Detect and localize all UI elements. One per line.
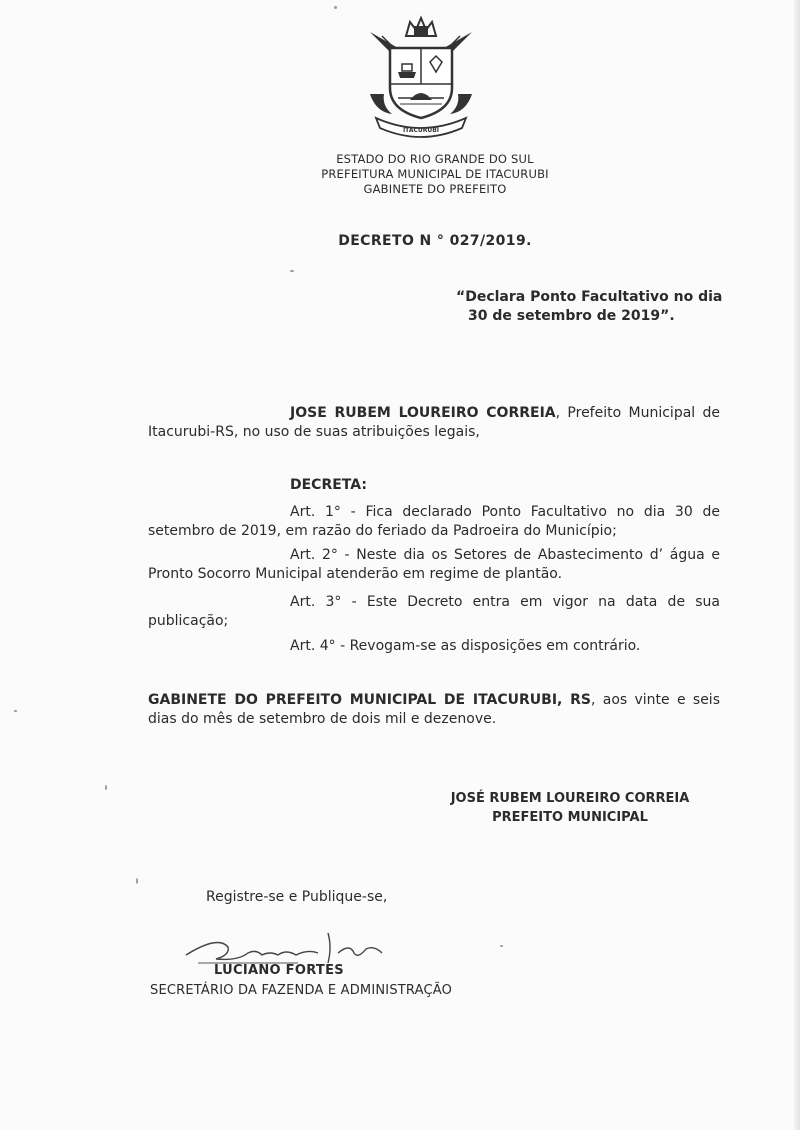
registration-note: Registre-se e Publique-se, [206,889,388,905]
ementa-line-1: “Declara Ponto Facultativo no dia [456,289,723,305]
scan-speck [290,270,294,272]
page-edge-shadow [794,0,800,1130]
header-office: GABINETE DO PREFEITO [363,182,507,196]
article-3 [148,593,720,631]
header-prefecture: PREFEITURA MUNICIPAL DE ITACURUBI [321,167,549,181]
scan-speck [14,710,17,712]
scan-speck [500,945,503,947]
mayor-signature-title: PREFEITO MUNICIPAL [492,810,648,825]
article-4-text: Art. 4° - Revogam-se as disposições em contrário. [290,638,641,654]
decreta-block [148,476,720,495]
scan-speck [105,785,107,790]
decree-number: DECRETO N ° 027/2019. [338,233,532,249]
header-state: ESTADO DO RIO GRANDE DO SUL [336,152,534,166]
secretary-role: SECRETÁRIO DA FAZENDA E ADMINISTRAÇÃO [150,983,453,998]
article-2-text: Art. 2° - Neste dia os Setores de Abastecimento d’ água e Pronto Socorro Municipal atenderão em regime de plantão. [148,547,720,582]
scan-speck [136,878,138,884]
article-1-text: Art. 1° - Fica declarado Ponto Facultativo no dia 30 de setembro de 2019, em razão do feriado da Padroeira do Município; [148,504,720,539]
scan-speck [334,6,337,9]
article-4 [148,637,720,656]
ementa-line-2: 30 de setembro de 2019”. [468,308,675,324]
article-1 [148,503,720,541]
mayor-name: JOSE RUBEM LOUREIRO CORREIA [290,405,556,421]
mayor-signature-block [450,789,690,827]
closing-office: GABINETE DO PREFEITO MUNICIPAL DE ITACURUBI, RS [148,692,591,708]
decree-ementa [456,288,736,326]
decreta-heading: DECRETA: [290,477,367,493]
secretary-name: LUCIANO FORTES [214,963,344,978]
closing-date: , aos vinte e seis dias do mês de setembro de dois mil e dezenove. [148,692,720,727]
article-3-text: Art. 3° - Este Decreto entra em vigor na data de sua publicação; [148,594,720,629]
crest-motto: ITACURUBI [402,127,440,134]
mayor-signature-name: JOSÉ RUBEM LOUREIRO CORREIA [450,791,690,806]
coat-of-arms-icon [362,14,480,140]
intro-rest: , Prefeito Municipal de Itacurubi-RS, no uso de suas atribuições legais, [148,405,721,440]
document-header [250,152,620,197]
article-2 [148,546,720,584]
closing-paragraph [148,691,720,729]
intro-paragraph [148,404,720,442]
